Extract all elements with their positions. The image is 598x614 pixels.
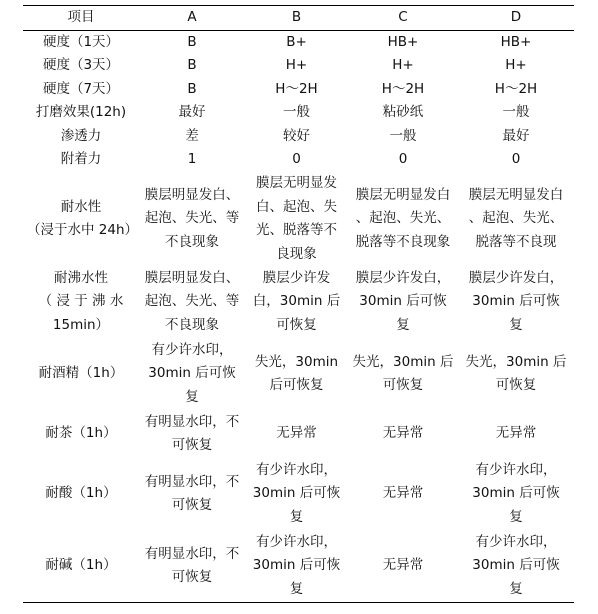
table-cell: 膜层无明显发白 、起泡、失光、 脱落等不良现象 bbox=[355, 186, 451, 250]
table-row bbox=[23, 125, 574, 149]
table-row bbox=[23, 54, 574, 78]
header-sample-d: D bbox=[510, 9, 522, 25]
table-cell: 无异常 bbox=[382, 425, 424, 442]
table-cell: 膜层无明显发白 、起泡、失光、 脱落等不良现 bbox=[468, 186, 564, 250]
row-label: 耐水性 （浸于水中 24h） bbox=[27, 198, 139, 238]
table-cell: 有少许水印， 30min 后可恢 复 bbox=[472, 461, 560, 525]
table-cell: 较好 bbox=[283, 127, 310, 144]
table-cell: B bbox=[187, 33, 197, 50]
table-cell: 有少许水印， 30min 后可恢 复 bbox=[472, 533, 560, 597]
table-header-row bbox=[23, 6, 574, 31]
table-cell: 无异常 bbox=[382, 485, 424, 502]
row-label: 耐沸水性 （ 浸 于 沸 水 15min） bbox=[38, 269, 124, 333]
table-cell: 有少许水印， 30min 后可恢 复 bbox=[148, 341, 236, 405]
table-cell: B+ bbox=[286, 33, 307, 50]
row-label: 耐酒精（1h） bbox=[38, 365, 124, 382]
table-cell: 无异常 bbox=[382, 557, 424, 574]
table-cell: HB+ bbox=[500, 33, 532, 50]
table-cell: H+ bbox=[392, 57, 414, 73]
table-cell: 差 bbox=[185, 127, 199, 144]
header-sample-c: C bbox=[398, 9, 408, 25]
table-cell: 膜层少许发白， 30min 后可恢 复 bbox=[468, 269, 564, 333]
table-cell: 一般 bbox=[283, 104, 310, 120]
table-cell: 0 bbox=[398, 151, 408, 168]
table-cell: H～2H bbox=[494, 80, 538, 97]
table-cell: B bbox=[187, 80, 197, 97]
table-cell: 有明显水印，不 可恢复 bbox=[144, 545, 240, 585]
table-cell: 膜层明显发白、 起泡、失光、等 不良现象 bbox=[144, 269, 240, 333]
table-cell: 膜层明显发白、 起泡、失光、等 不良现象 bbox=[144, 186, 240, 250]
table-row bbox=[23, 78, 574, 102]
row-label: 附着力 bbox=[60, 151, 102, 168]
table-cell: 失光，30min 后可恢复 bbox=[254, 353, 339, 393]
table-row bbox=[23, 338, 574, 410]
table-cell: 0 bbox=[511, 151, 521, 168]
header-item: 项目 bbox=[67, 9, 95, 25]
table-cell: 有少许水印， 30min 后可恢 复 bbox=[252, 533, 341, 597]
table-cell: HB+ bbox=[387, 33, 419, 50]
row-label: 耐酸（1h） bbox=[45, 485, 117, 502]
table-cell: 有明显水印，不 可恢复 bbox=[144, 473, 240, 513]
header-sample-b: B bbox=[291, 9, 302, 25]
table-cell: H+ bbox=[285, 57, 308, 73]
row-label: 耐碱（1h） bbox=[45, 557, 117, 574]
table-row bbox=[23, 530, 574, 603]
table-cell: 无异常 bbox=[495, 425, 537, 442]
table-cell: H～2H bbox=[275, 80, 318, 97]
header-sample-a: A bbox=[187, 9, 197, 25]
table-cell: 膜层少许发 白，30min 后 可恢复 bbox=[252, 269, 341, 333]
table-cell: 失光，30min 后 可恢复 bbox=[465, 353, 567, 393]
table-cell: 最好 bbox=[178, 104, 206, 120]
table-cell: 1 bbox=[187, 151, 197, 168]
row-label: 耐茶（1h） bbox=[45, 425, 117, 442]
table-cell: 粘砂纸 bbox=[382, 104, 424, 120]
row-label: 硬度（1天） bbox=[42, 33, 120, 50]
table-cell: 无异常 bbox=[276, 425, 317, 442]
table-cell: 失光，30min 后 可恢复 bbox=[352, 353, 454, 393]
comparison-table-wrapper bbox=[23, 5, 574, 603]
table-cell: 一般 bbox=[389, 127, 417, 144]
table-cell: H～2H bbox=[381, 80, 425, 97]
table-cell: 最好 bbox=[502, 127, 530, 144]
table-row bbox=[23, 101, 574, 125]
table-row bbox=[23, 266, 574, 338]
table-cell: 膜层少许发白， 30min 后可恢 复 bbox=[355, 269, 451, 333]
table-cell: 有少许水印， 30min 后可恢 复 bbox=[252, 461, 341, 525]
table-cell: B bbox=[187, 57, 197, 73]
table-row bbox=[23, 30, 574, 54]
table-cell: 有明显水印，不 可恢复 bbox=[144, 413, 240, 453]
row-label: 硬度（3天） bbox=[42, 57, 120, 73]
comparison-table bbox=[23, 5, 574, 603]
table-cell: 膜层无明显发 白、起泡、失 光、脱落等不 良现象 bbox=[256, 175, 337, 262]
table-row bbox=[23, 410, 574, 458]
table-row bbox=[23, 458, 574, 530]
table-row bbox=[23, 148, 574, 172]
row-label: 渗透力 bbox=[60, 127, 102, 144]
table-cell: 一般 bbox=[502, 104, 530, 120]
table-row bbox=[23, 172, 574, 266]
table-cell: H+ bbox=[505, 57, 527, 73]
row-label: 打磨效果(12h) bbox=[35, 104, 127, 120]
row-label: 硬度（7天） bbox=[42, 80, 120, 97]
table-cell: 0 bbox=[292, 151, 301, 168]
